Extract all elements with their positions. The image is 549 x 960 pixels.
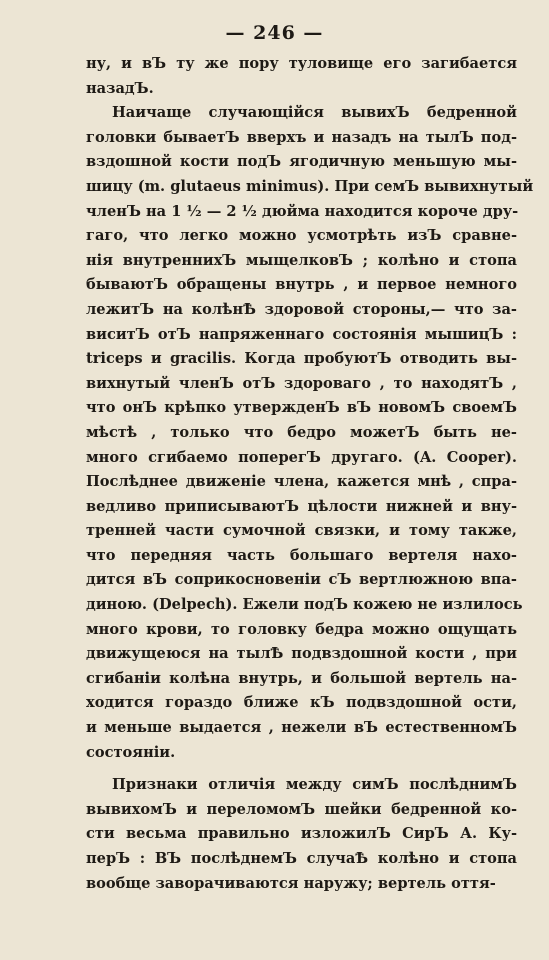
text-line: перЪ : ВЪ послѣднемЪ случаѢ колѣно и стопа: [86, 850, 517, 867]
text-line: много крови, то головку бедра можно ощущать: [86, 620, 517, 638]
text-line: и меньше выдается , нежели вЪ естественномЪ: [86, 719, 517, 737]
text-line: движущеюся на тылѢ подвздошной кости , при: [86, 645, 517, 663]
text-line: вывихомЪ и переломомЪ шейки бедренной ко-: [86, 800, 517, 818]
text-line: головки бываетЪ вверхъ и назадъ на тылЪ под-: [86, 128, 517, 146]
text-line: ну, и вЪ ту же пору туловище его загибается: [86, 55, 517, 72]
page-number: — 246 —: [225, 22, 324, 44]
text-line: членЪ на 1 ½ — 2 ½ дюйма находится короче дру-: [86, 202, 519, 220]
text-line: назадЪ.: [86, 79, 154, 97]
paragraph: [86, 101, 534, 765]
text-line: бываютЪ обращены внутрь , и первое немного: [86, 276, 517, 294]
text-line: много сгибаемо поперегЪ другаго. (A. Cooper).: [86, 448, 517, 466]
text-line: что онЪ крѣпко утвержденЪ вЪ новомЪ своемЪ: [86, 399, 517, 417]
text-line: triceps и gracilis. Когда пробуютЪ отводить вы-: [86, 350, 517, 368]
text-line: сти весьма правильно изложилЪ СирЪ А. Ку-: [86, 825, 517, 843]
text-line: сгибаніи колѣна внутрь, и большой вертель на-: [86, 669, 517, 687]
text-line: тренней части сумочной связки, и тому также,: [86, 522, 517, 540]
text-line: мѣстѣ , только что бедро можетЪ быть не-: [86, 423, 517, 441]
text-line: состояніи.: [86, 743, 176, 761]
paragraph: [86, 773, 517, 896]
text-line: Признаки отличія между симЪ послѣднимЪ: [112, 776, 517, 794]
text-line: виситЪ отЪ напряженнаго состоянія мышицЪ :: [86, 325, 517, 343]
text-line: Наичаще случающійся вывихЪ бедренной: [112, 104, 517, 122]
text-line: гаго, что легко можно усмотрѣть изЪ сравне-: [86, 227, 517, 245]
text-line: вообще заворачиваются наружу; вертель оття-: [86, 874, 496, 892]
text-line: нія внутреннихЪ мыщелковЪ ; колѣно и стопа: [86, 251, 517, 269]
text-line: ведливо приписываютЪ цѣлости нижней и вну-: [86, 497, 517, 515]
paragraph: [86, 52, 517, 101]
text-line: вздошной кости подЪ ягодичную меньшую мы-: [86, 153, 517, 171]
text-line: что передняя часть большаго вертеля нахо-: [86, 546, 517, 564]
paragraph-gap: [86, 765, 517, 773]
body-text: [86, 52, 534, 896]
text-line: диною. (Delpech). Ежели подЪ кожею не излилось: [86, 596, 523, 614]
text-line: шицу (m. glutaeus minimus). При семЪ вывихнутый: [86, 177, 534, 195]
text-line: Послѣднее движеніе члена, кажется мнѣ , спра-: [86, 473, 517, 491]
text-line: ходится гораздо ближе кЪ подвздошной ости,: [86, 694, 517, 712]
text-line: дится вЪ соприкосновеніи сЪ вертлюжною впа-: [86, 571, 517, 589]
text-line: вихнутый членЪ отЪ здороваго , то находятЪ ,: [86, 374, 517, 392]
text-line: лежитЪ на колѣнѢ здоровой стороны,— что за-: [86, 300, 517, 318]
